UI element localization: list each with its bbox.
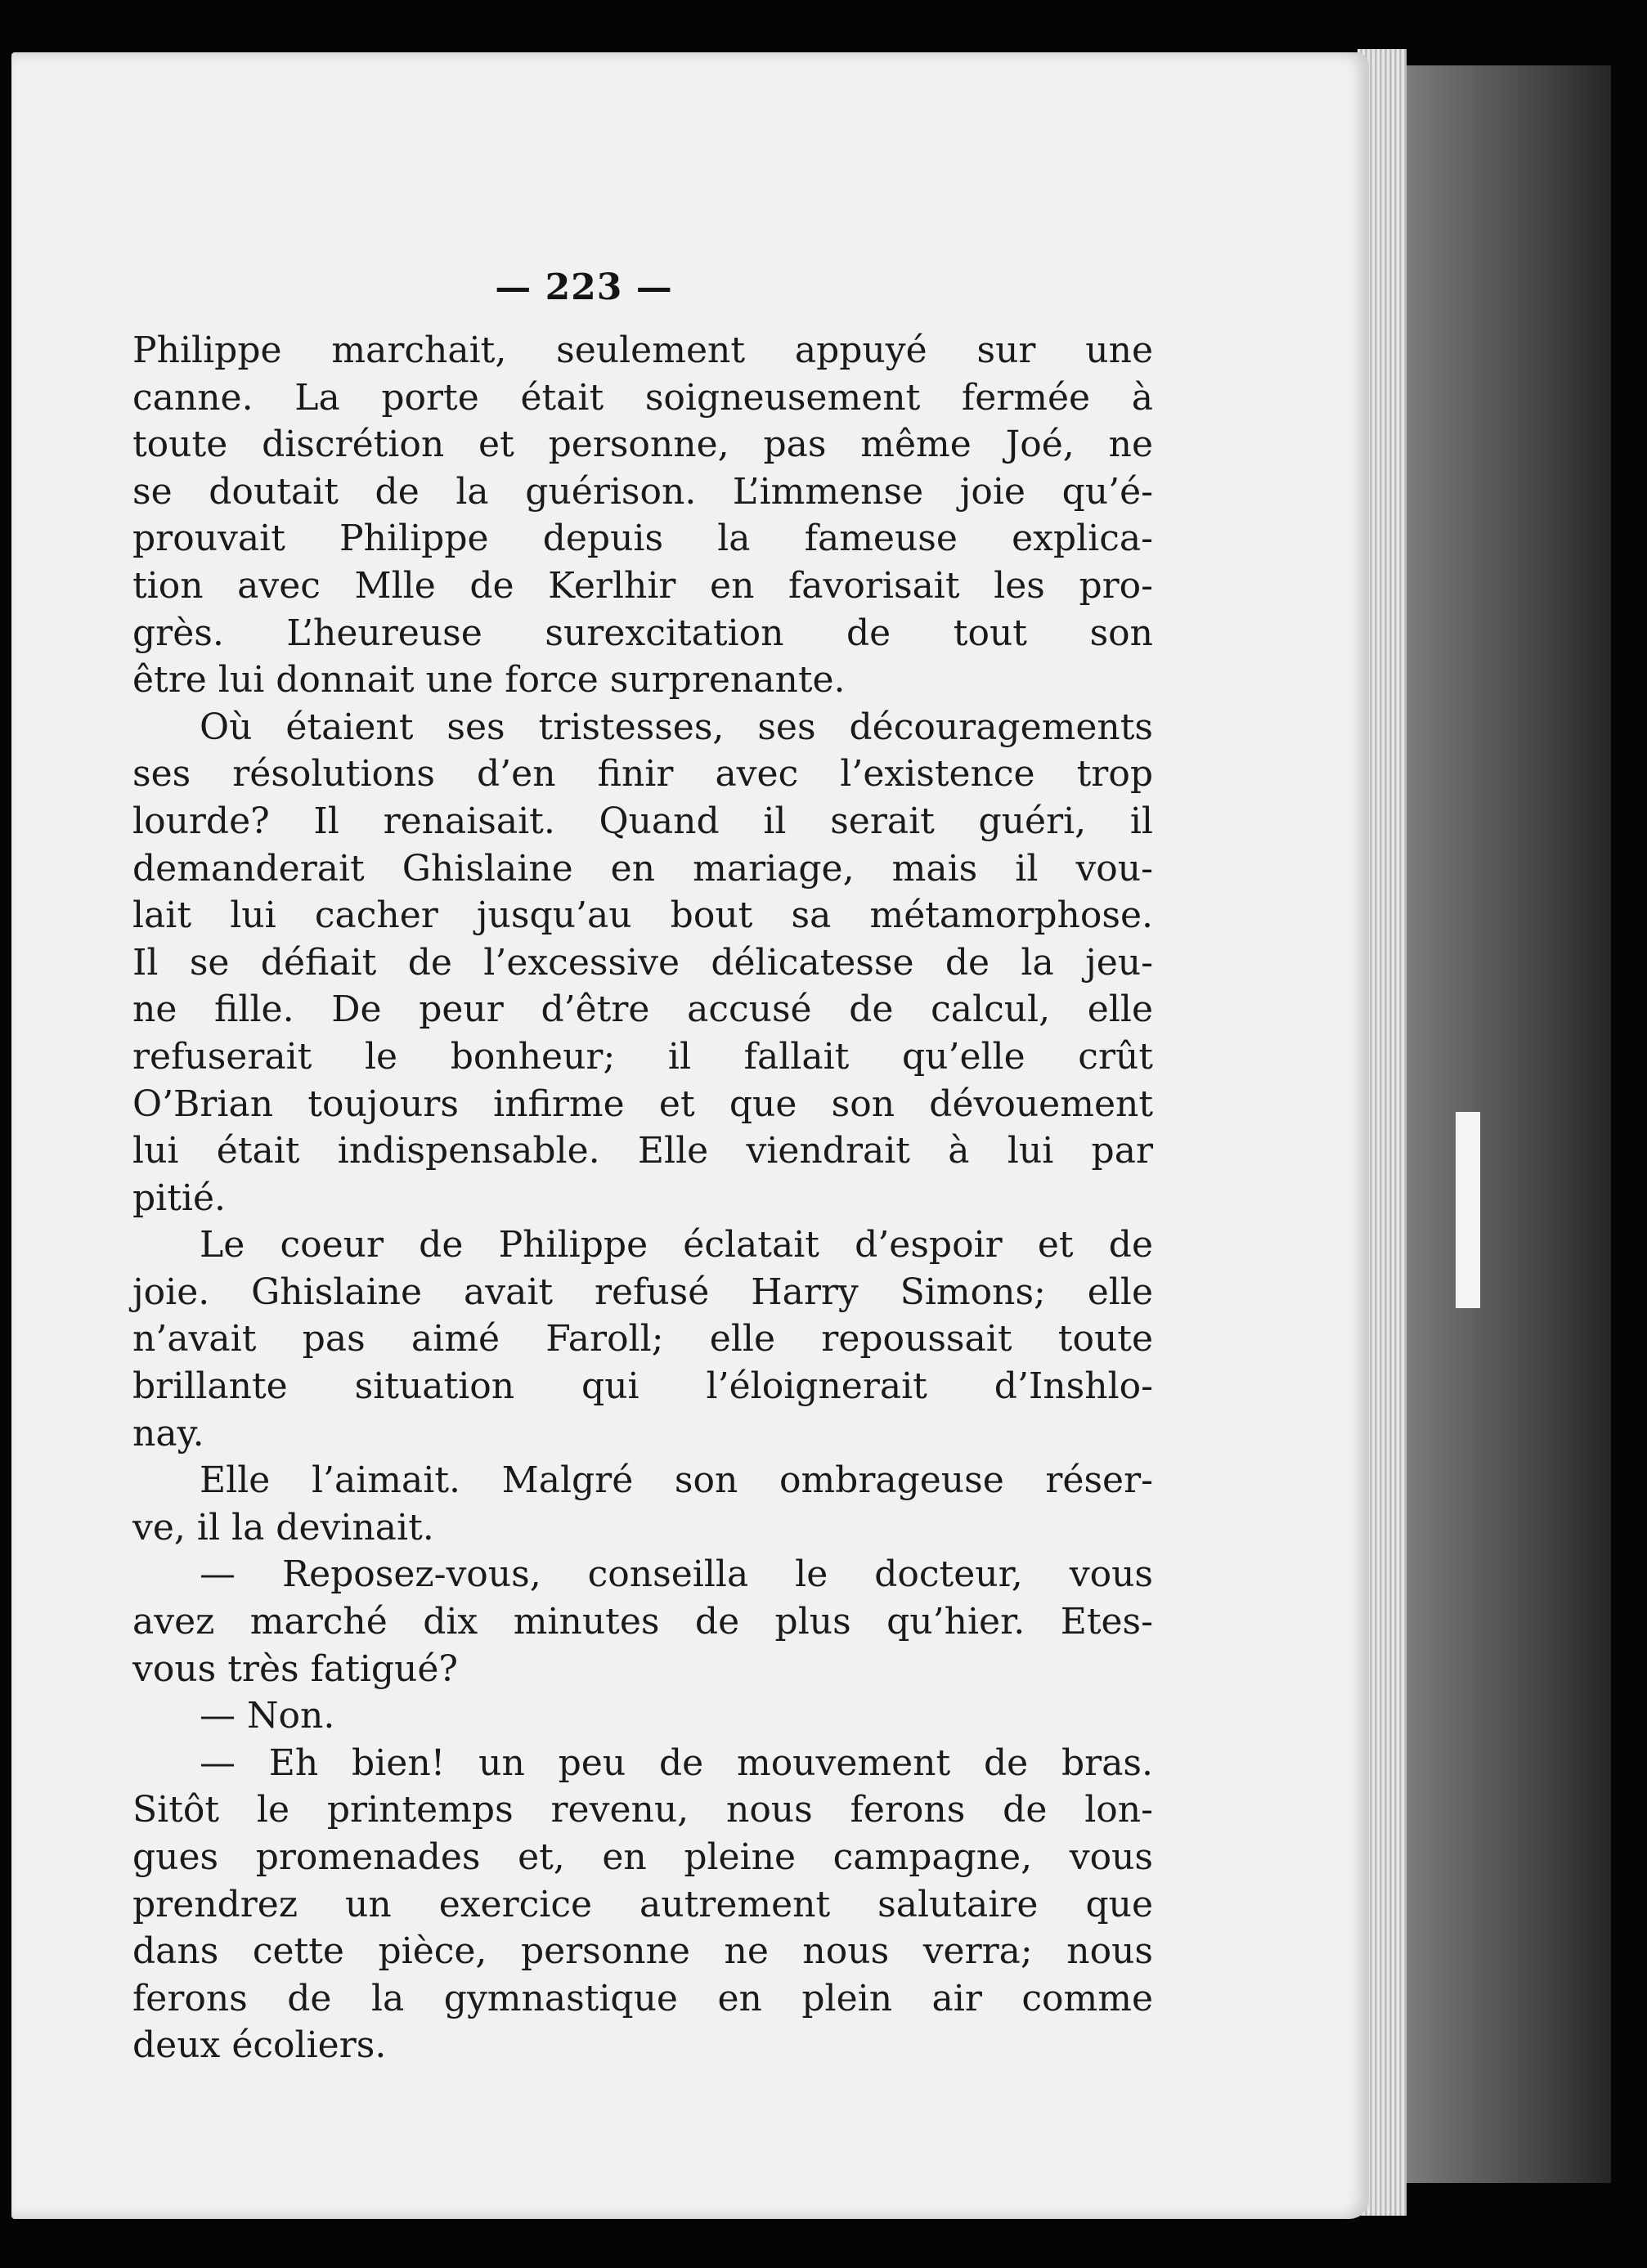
text-line: gues promenades et, en pleine campagne, vous bbox=[132, 1836, 1153, 1878]
text-line: ses résolutions d’en finir avec l’existence trop bbox=[132, 753, 1153, 796]
text-line: demanderait Ghislaine en mariage, mais il vou- bbox=[132, 847, 1153, 890]
text-line: Il se défiait de l’excessive délicatesse de la jeu- bbox=[132, 941, 1153, 984]
text-line: lait lui cacher jusqu’au bout sa métamorphose. bbox=[132, 894, 1153, 937]
text-line: — Reposez-vous, conseilla le docteur, vous bbox=[200, 1553, 1153, 1596]
text-line: toute discrétion et personne, pas même Joé, ne bbox=[132, 424, 1153, 466]
text-line: — Non. bbox=[200, 1695, 335, 1737]
text-line: ve, il la devinait. bbox=[132, 1506, 434, 1549]
text-line: deux écoliers. bbox=[132, 2024, 387, 2067]
text-line: ne fille. De peur d’être accusé de calcul, elle bbox=[132, 988, 1153, 1031]
text-line: nay. bbox=[132, 1412, 204, 1454]
body-text bbox=[132, 327, 1153, 2069]
text-line: prouvait Philippe depuis la fameuse explica- bbox=[132, 518, 1153, 560]
text-line: Sitôt le printemps revenu, nous ferons de lon- bbox=[132, 1789, 1153, 1831]
text-line: canne. La porte était soigneusement fermée à bbox=[132, 376, 1153, 419]
text-line: avez marché dix minutes de plus qu’hier. Etes- bbox=[132, 1601, 1153, 1643]
text-line: grès. L’heureuse surexcitation de tout son bbox=[132, 612, 1153, 654]
text-line: pitié. bbox=[132, 1177, 227, 1219]
text-line: tion avec Mlle de Kerlhir en favorisait les pro- bbox=[132, 564, 1153, 607]
bookmark-strip bbox=[1456, 1112, 1480, 1308]
text-line: Elle l’aimait. Malgré son ombrageuse réser- bbox=[200, 1459, 1153, 1502]
text-line: ferons de la gymnastique en plein air comme bbox=[132, 1977, 1153, 2019]
text-line: Où étaient ses tristesses, ses découragements bbox=[200, 706, 1153, 748]
text-line: — Eh bien! un peu de mouvement de bras. bbox=[200, 1741, 1153, 1784]
text-line: lourde? Il renaisait. Quand il serait guéri, il bbox=[132, 800, 1153, 842]
text-line: dans cette pièce, personne ne nous verra; nous bbox=[132, 1930, 1153, 1973]
text-line: Le coeur de Philippe éclatait d’espoir et de bbox=[200, 1224, 1153, 1266]
text-line: Philippe marchait, seulement appuyé sur une bbox=[132, 329, 1153, 371]
text-line: n’avait pas aimé Faroll; elle repoussait toute bbox=[132, 1318, 1153, 1360]
text-line: brillante situation qui l’éloignerait d’Inshlo- bbox=[132, 1365, 1153, 1408]
page-number: — 223 — bbox=[495, 267, 673, 308]
text-line: prendrez un exercice autrement salutaire que bbox=[132, 1883, 1153, 1925]
text-line: vous très fatigué? bbox=[132, 1647, 458, 1690]
text-line: se doutait de la guérison. L’immense joie qu’é- bbox=[132, 470, 1153, 513]
text-line: refuserait le bonheur; il fallait qu’elle crût bbox=[132, 1035, 1153, 1078]
text-line: O’Brian toujours infirme et que son dévouement bbox=[132, 1082, 1153, 1125]
text-line: lui était indispensable. Elle viendrait à lui par bbox=[132, 1130, 1153, 1172]
text-line: joie. Ghislaine avait refusé Harry Simons; elle bbox=[132, 1271, 1153, 1313]
text-line: être lui donnait une force surprenante. bbox=[132, 659, 846, 701]
book-page bbox=[11, 52, 1369, 2219]
